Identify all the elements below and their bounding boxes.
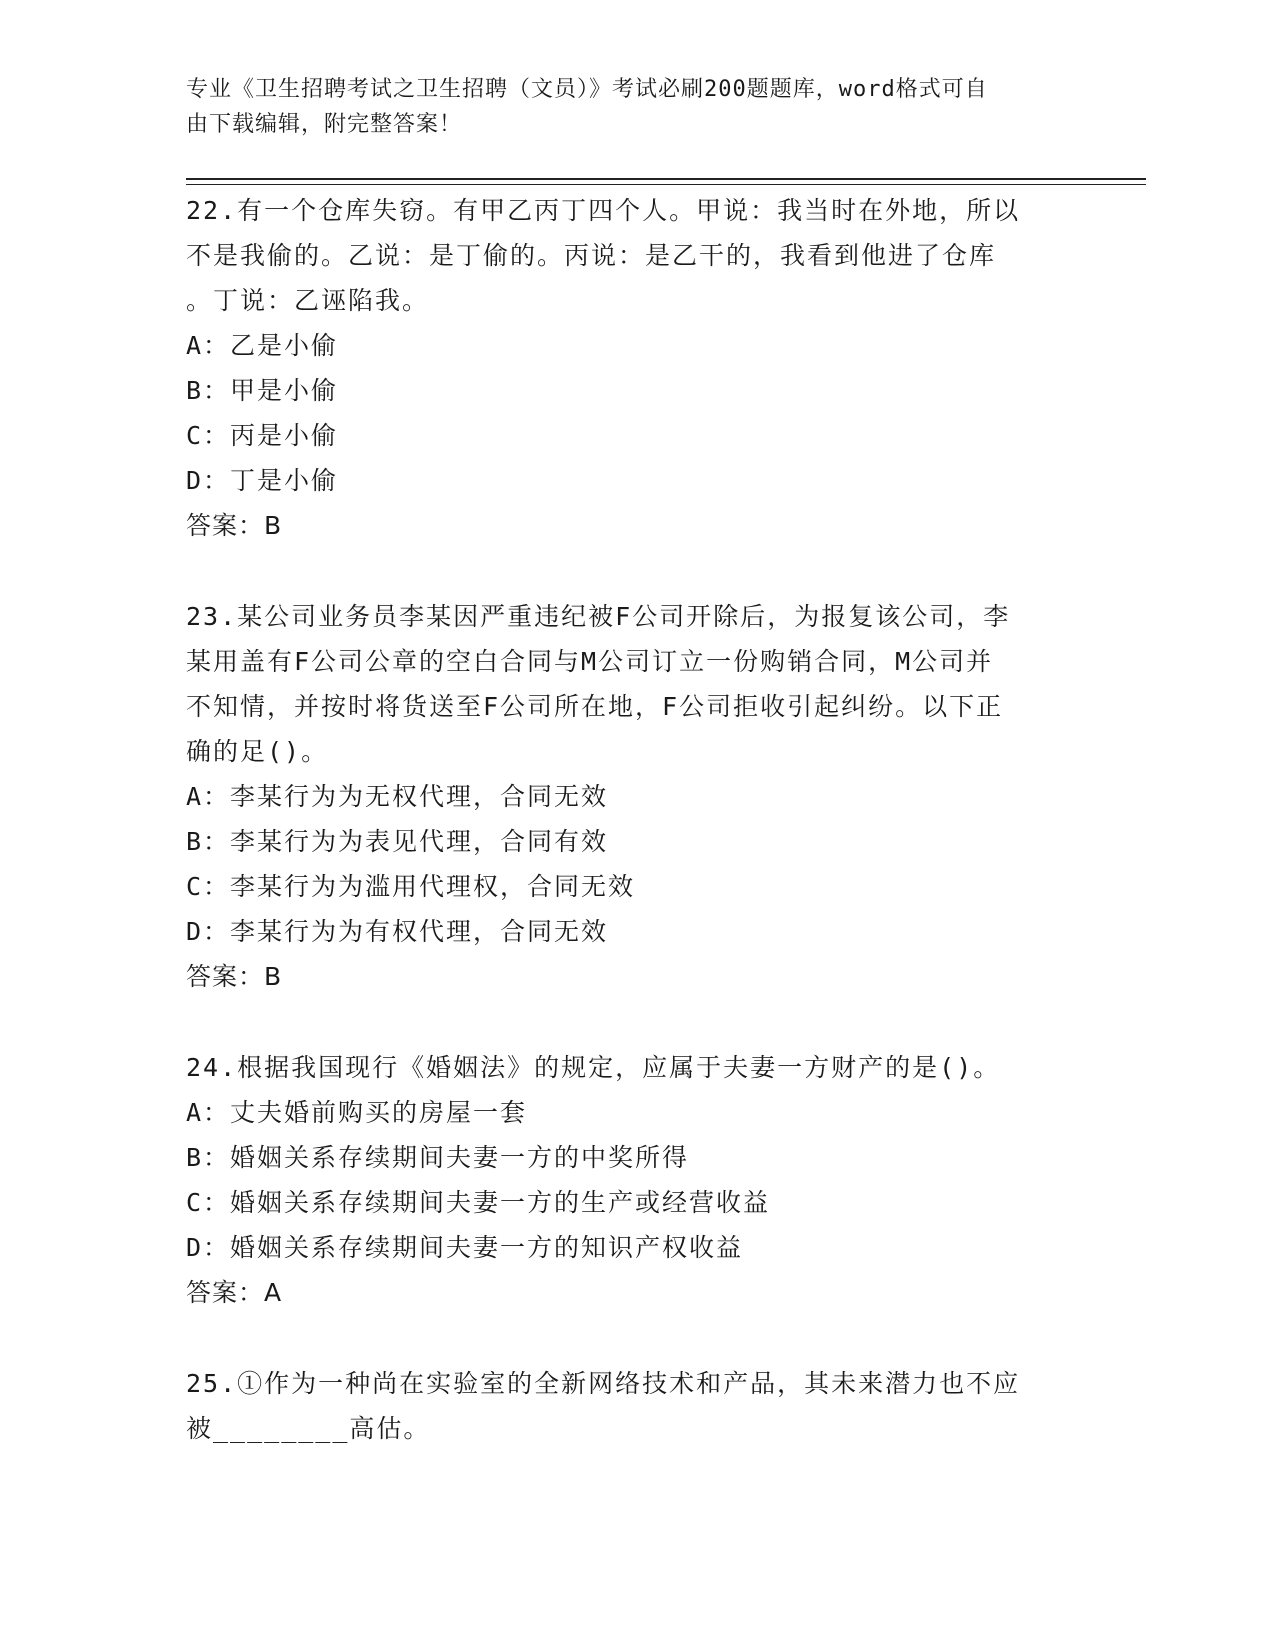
question-text	[186, 594, 1086, 774]
question-25	[186, 1361, 1086, 1451]
question-list	[186, 188, 1086, 1497]
question-line: 24.根据我国现行《婚姻法》的规定，应属于夫妻一方财产的是()。	[186, 1053, 1001, 1082]
header-divider-thick	[186, 178, 1146, 180]
question-line: 23.某公司业务员李某因严重违纪被F公司开除后，为报复该公司，李	[186, 602, 1011, 631]
option-a: A：丈夫婚前购买的房屋一套	[186, 1098, 528, 1127]
option-c: C：丙是小偷	[186, 421, 339, 450]
question-line: 确的足()。	[186, 737, 329, 766]
document-header	[186, 72, 1066, 142]
question-line: 不是我偷的。乙说：是丁偷的。丙说：是乙干的，我看到他进了仓库	[186, 241, 997, 270]
option-b: B：李某行为为表见代理，合同有效	[186, 827, 609, 856]
question-line: 不知情，并按时将货送至F公司所在地，F公司拒收引起纠纷。以下正	[186, 692, 1004, 721]
answer: 答案：B	[186, 511, 283, 540]
answer: 答案：B	[186, 962, 283, 991]
header-line-1: 专业《卫生招聘考试之卫生招聘（文员）》考试必刷200题题库，word格式可自	[186, 77, 988, 102]
question-22	[186, 188, 1086, 548]
answer: 答案：A	[186, 1278, 283, 1307]
question-line: 25.①作为一种尚在实验室的全新网络技术和产品，其未来潜力也不应	[186, 1369, 1021, 1398]
option-d: D：丁是小偷	[186, 466, 339, 495]
option-c: C：婚姻关系存续期间夫妻一方的生产或经营收益	[186, 1188, 771, 1217]
option-b: B：甲是小偷	[186, 376, 339, 405]
question-line: 。丁说：乙诬陷我。	[186, 286, 430, 315]
question-text	[186, 1045, 1086, 1090]
question-text	[186, 1361, 1086, 1451]
option-b: B：婚姻关系存续期间夫妻一方的中奖所得	[186, 1143, 690, 1172]
question-line: 22.有一个仓库失窃。有甲乙丙丁四个人。甲说：我当时在外地，所以	[186, 196, 1021, 225]
question-line: 某用盖有F公司公章的空白合同与M公司订立一份购销合同，M公司并	[186, 647, 994, 676]
option-a: A：李某行为为无权代理，合同无效	[186, 782, 609, 811]
option-c: C：李某行为为滥用代理权，合同无效	[186, 872, 636, 901]
option-d: D：李某行为为有权代理，合同无效	[186, 917, 609, 946]
question-text	[186, 188, 1086, 323]
question-line: 被________高估。	[186, 1414, 431, 1443]
question-23	[186, 594, 1086, 999]
question-24	[186, 1045, 1086, 1315]
option-a: A：乙是小偷	[186, 331, 339, 360]
header-line-2: 由下载编辑，附完整答案！	[186, 112, 463, 137]
header-divider-thin	[186, 184, 1146, 185]
option-d: D：婚姻关系存续期间夫妻一方的知识产权收益	[186, 1233, 744, 1262]
